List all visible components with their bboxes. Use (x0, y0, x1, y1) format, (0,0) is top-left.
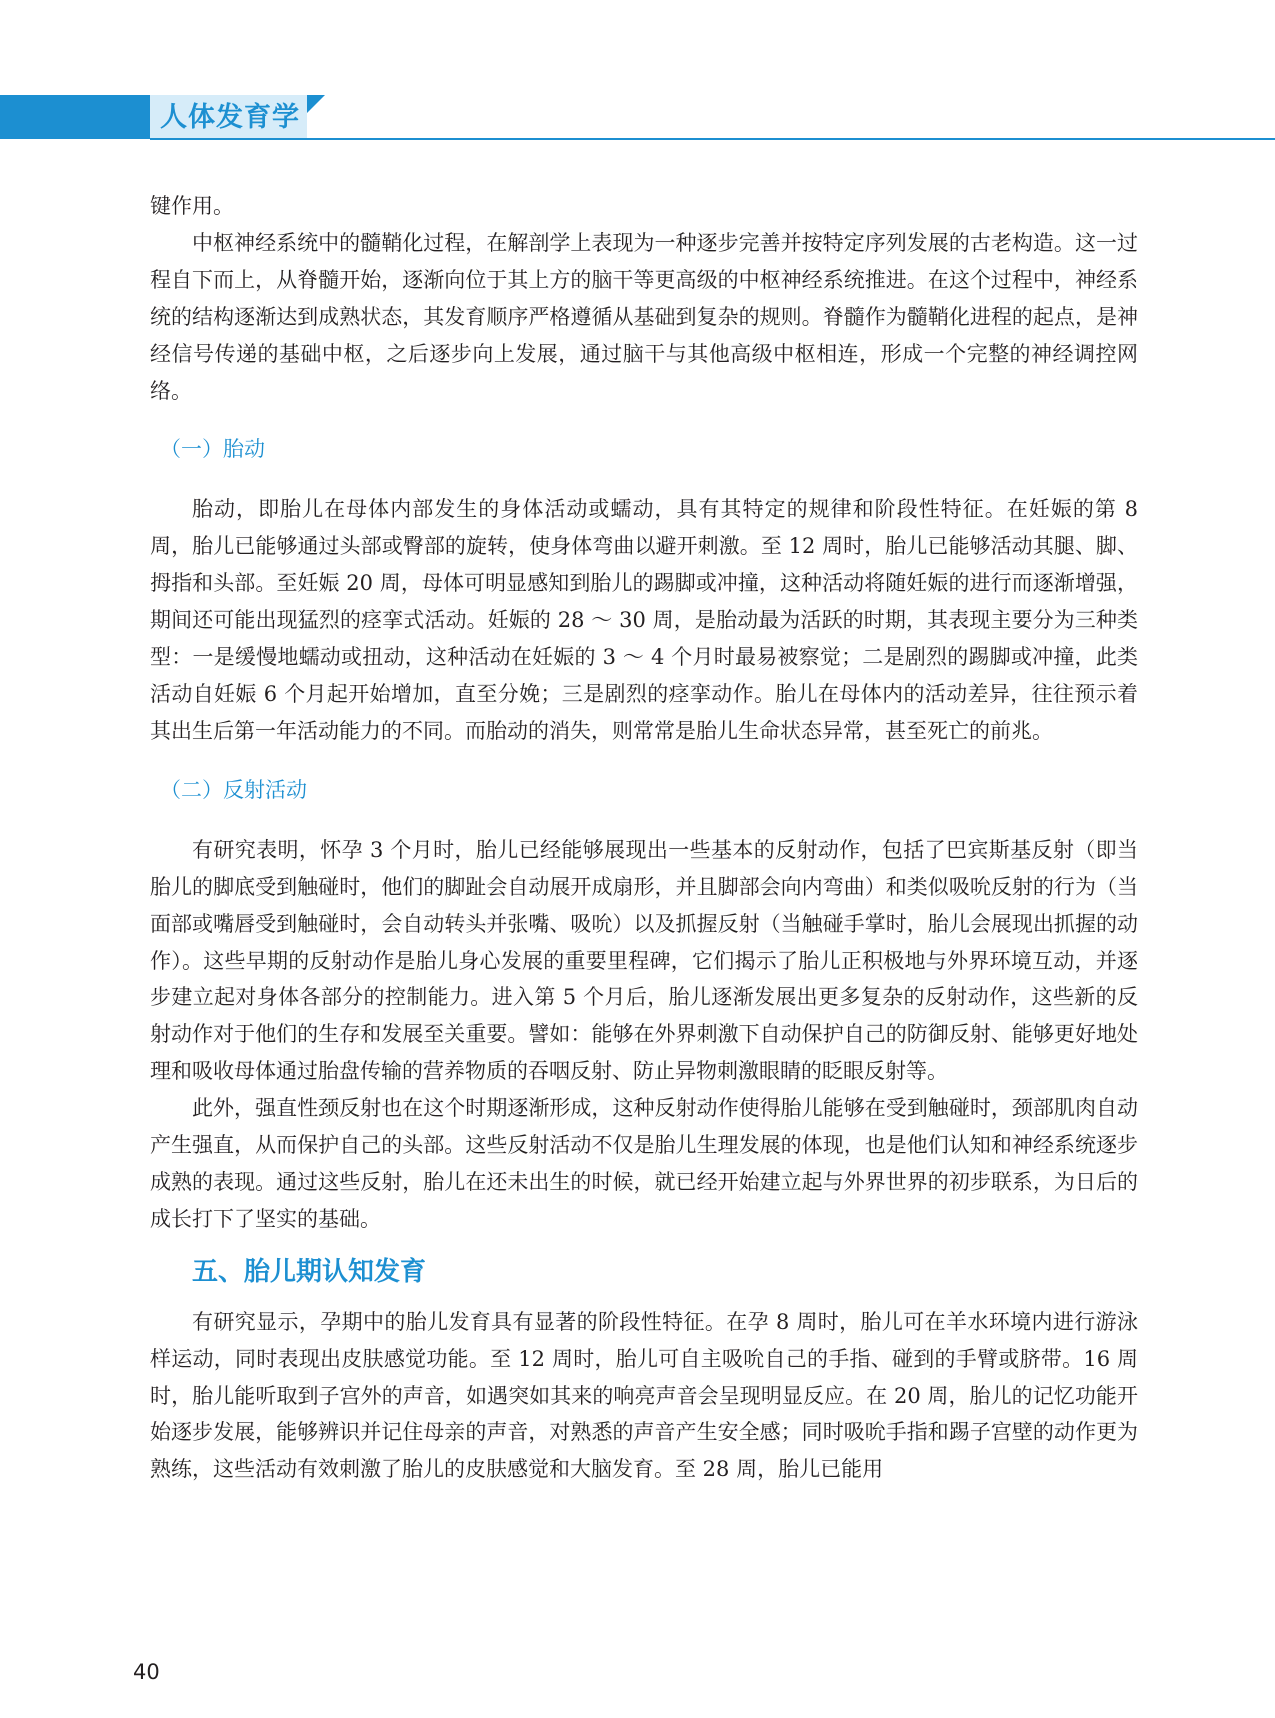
page-number: 40 (133, 1660, 160, 1684)
book-title: 人体发育学 (160, 102, 300, 133)
paragraph-tonic-neck-reflex: 此外，强直性颈反射也在这个时期逐渐形成，这种反射动作使得胎儿能够在受到触碰时，颈部肌肉自动产生强直，从而保护自己的头部。这些反射活动不仅是胎儿生理发展的体现，也是他们认知和神经系统逐步成熟的表现。通过这些反射，胎儿在还未出生的时候，就已经开始建立起与外界世界的初步联系，为日后的成长打下了坚实的基础。 (150, 1096, 1138, 1231)
header-color-bar (0, 95, 150, 139)
section-heading-cognitive-development: 五、胎儿期认知发育 (192, 1256, 427, 1287)
paragraph-myelination: 中枢神经系统中的髓鞘化过程，在解剖学上表现为一种逐步完善并按特定序列发展的古老构造。这一过程自下而上，从脊髓开始，逐渐向位于其上方的脑干等更高级的中枢神经系统推进。在这个过程中，神经系统的结构逐渐达到成熟状态，其发育顺序严格遵循从基础到复杂的规则。脊髓作为髓鞘化进程的起点，是神经信号传递的基础中枢，之后逐步向上发展，通过脑干与其他高级中枢相连，形成一个完整的神经调控网络。 (150, 230, 1138, 403)
paragraph-reflexes: 有研究表明，怀孕 3 个月时，胎儿已经能够展现出一些基本的反射动作，包括了巴宾斯基反射（即当胎儿的脚底受到触碰时，他们的脚趾会自动展开成扇形，并且脚部会向内弯曲）和类似吸吮反射的行为（当面部或嘴唇受到触碰时，会自动转头并张嘴、吸吮）以及抓握反射（当触碰手掌时，胎儿会展现出抓握的动作）。这些早期的反射动作是胎儿身心发展的重要里程碑，它们揭示了胎儿正积极地与外界环境互动，并逐步建立起对身体各部分的控制能力。进入第 5 个月后，胎儿逐渐发展出更多复杂的反射动作，这些新的反射动作对于他们的生存和发展至关重要。譬如：能够在外界刺激下自动保护自己的防御反射、能够更好地处理和吸收母体通过胎盘传输的营养物质的吞咽反射、防止异物刺激眼睛的眨眼反射等。 (150, 837, 1138, 1084)
paragraph-fetal-movement: 胎动，即胎儿在母体内部发生的身体活动或蠕动，具有其特定的规律和阶段性特征。在妊娠的第 8 周，胎儿已能够通过头部或臀部的旋转，使身体弯曲以避开刺激。至 12 周时，胎儿已能够活动其腿、脚、拇指和头部。至妊娠 20 周，母体可明显感知到胎儿的踢脚或冲撞，这种活动将随妊娠的进行而逐渐增强，期间还可能出现猛烈的痉挛式活动。妊娠的 28 ～ 30 周，是胎动最为活跃的时期，其表现主要分为三种类型：一是缓慢地蠕动或扭动，这种活动在妊娠的 3 ～ 4 个月时最易被察觉；二是剧烈的踢脚或冲撞，此类活动自妊娠 6 个月起开始增加，直至分娩；三是剧烈的痉挛动作。胎儿在母体内的活动差异，往往预示着其出生后第一年活动能力的不同。而胎动的消失，则常常是胎儿生命状态异常，甚至死亡的前兆。 (150, 497, 1138, 743)
page-body (150, 188, 1138, 1488)
header-tab-notch (307, 95, 325, 113)
subheading-fetal-movement: （一）胎动 (160, 437, 265, 462)
paragraph-cognitive-development: 有研究显示，孕期中的胎儿发育具有显著的阶段性特征。在孕 8 周时，胎儿可在羊水环境内进行游泳样运动，同时表现出皮肤感觉功能。至 12 周时，胎儿可自主吸吮自己的手指、碰到的手臂或脐带。16 周时，胎儿能听取到子宫外的声音，如遇突如其来的响亮声音会呈现明显反应。在 20 周，胎儿的记忆功能开始逐步发展，能够辨识并记住母亲的声音，对熟悉的声音产生安全感；同时吸吮手指和踢子宫壁的动作更为熟练，这些活动有效刺激了胎儿的皮肤感觉和大脑发育。至 28 周，胎儿已能用 (150, 1309, 1138, 1482)
header-rule (150, 138, 1275, 140)
subheading-reflex-activity: （二）反射活动 (160, 777, 307, 802)
paragraph-continuation: 键作用。 (150, 194, 234, 218)
